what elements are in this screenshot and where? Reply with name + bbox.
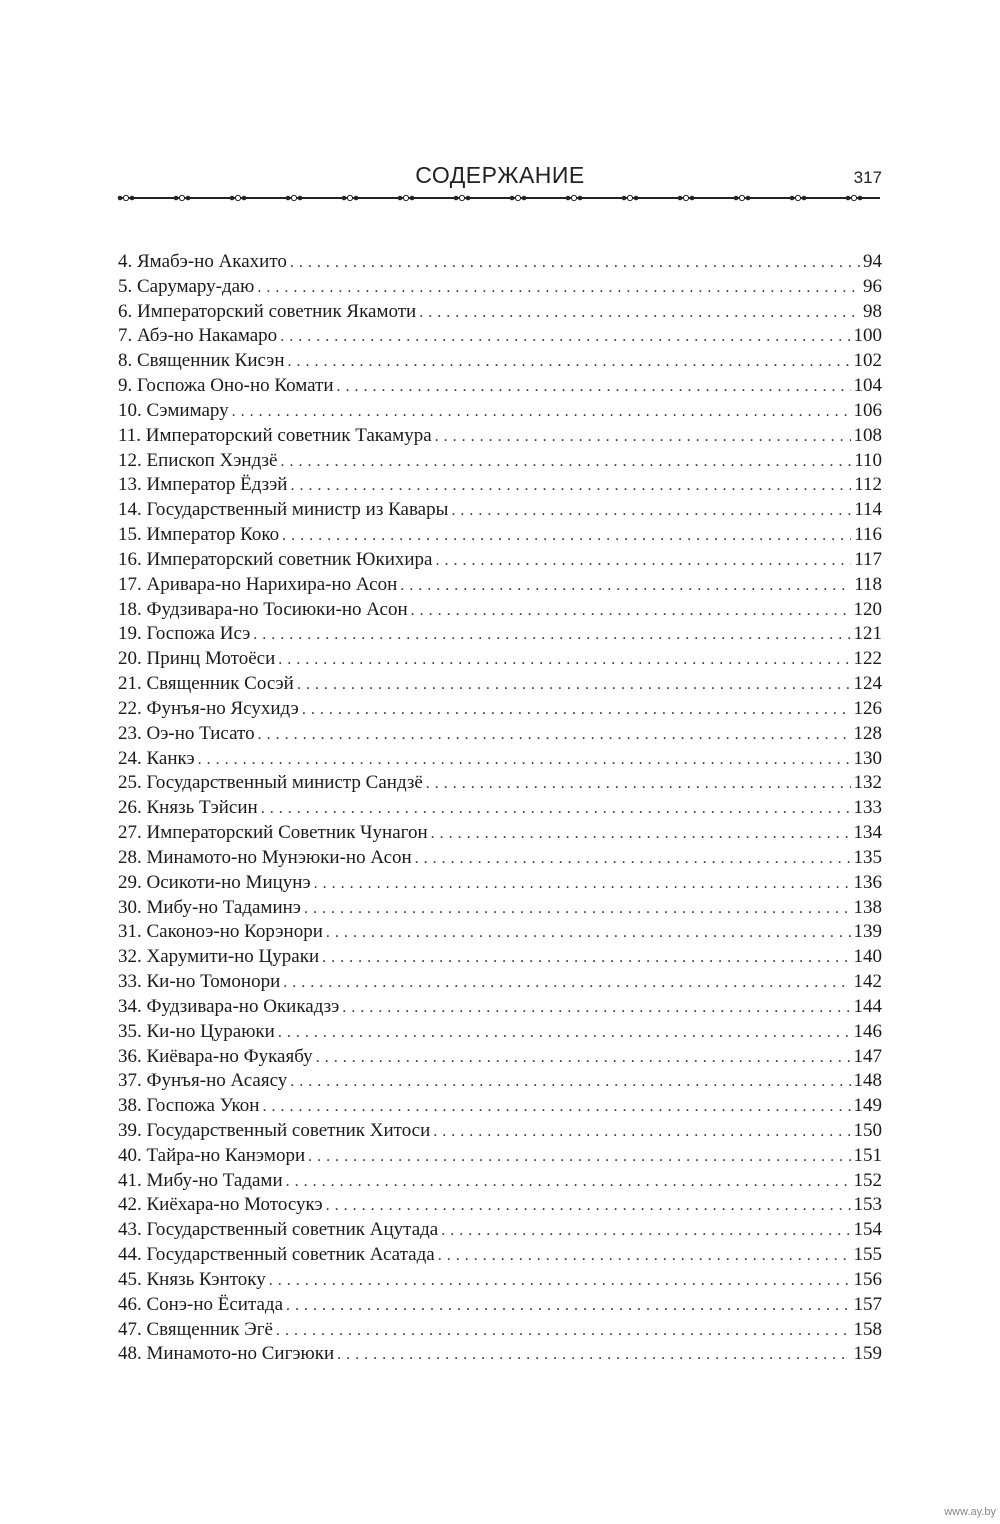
toc-dot-leader: [326, 921, 851, 946]
toc-dot-leader: [278, 648, 850, 673]
toc-entry-page: 158: [853, 1318, 882, 1340]
toc-entry-title: 45. Князь Кэнтоку: [118, 1268, 266, 1290]
toc-entry: [118, 449, 882, 474]
toc-entry: [118, 424, 882, 449]
toc-entry-title: 22. Фунъя-но Ясухидэ: [118, 697, 299, 719]
toc-entry-title: 8. Священник Кисэн: [118, 350, 285, 372]
toc-entry-page: 124: [853, 673, 882, 695]
toc-entry: [118, 473, 882, 498]
toc-entry-title: 31. Саконоэ-но Корэнори: [118, 921, 323, 943]
toc-entry-title: 33. Ки-но Томонори: [118, 971, 281, 993]
toc-entry: [118, 970, 882, 995]
toc-entry-page: 122: [853, 648, 882, 670]
toc-entry-page: 94: [863, 251, 882, 272]
toc-entry: [118, 1045, 882, 1070]
page-title: СОДЕРЖАНИЕ: [415, 162, 585, 188]
table-of-contents: [118, 250, 882, 1367]
toc-entry: [118, 523, 882, 548]
toc-entry-page: 142: [853, 971, 882, 993]
toc-entry: [118, 598, 882, 623]
toc-entry-title: 28. Минамото-но Мунэюки-но Асон: [118, 846, 412, 868]
toc-entry: [118, 349, 882, 374]
toc-entry: [118, 324, 882, 349]
toc-entry-page: 156: [853, 1268, 882, 1290]
toc-entry-title: 30. Мибу-но Тадаминэ: [118, 896, 301, 918]
toc-dot-leader: [302, 698, 851, 723]
toc-entry: [118, 1119, 882, 1144]
toc-entry-page: 96: [863, 275, 882, 297]
toc-entry-page: 133: [853, 797, 882, 819]
toc-dot-leader: [415, 847, 851, 872]
toc-entry-page: 120: [853, 598, 882, 620]
toc-entry-page: 136: [853, 871, 882, 893]
toc-dot-leader: [337, 1343, 850, 1368]
toc-entry: [118, 647, 882, 672]
toc-entry-page: 149: [853, 1095, 882, 1117]
toc-dot-leader: [297, 673, 851, 698]
toc-dot-leader: [261, 797, 851, 822]
toc-entry-title: 12. Епископ Хэндзё: [118, 449, 278, 471]
toc-entry-title: 42. Киёхара-но Мотосукэ: [118, 1194, 323, 1216]
toc-entry-page: 98: [863, 300, 882, 322]
toc-entry-title: 37. Фунъя-но Асаясу: [118, 1070, 288, 1092]
toc-dot-leader: [435, 425, 851, 450]
toc-entry-page: 104: [853, 375, 882, 397]
toc-entry-page: 146: [853, 1020, 882, 1042]
toc-dot-leader: [322, 946, 850, 971]
toc-entry-title: 34. Фудзивара-но Окикадзэ: [118, 995, 340, 1017]
toc-entry: [118, 672, 882, 697]
toc-entry-title: 35. Ки-но Цураюки: [118, 1020, 275, 1042]
toc-dot-leader: [282, 524, 851, 549]
toc-entry: [118, 1169, 882, 1194]
toc-entry-title: 48. Минамото-но Сигэюки: [118, 1343, 335, 1365]
toc-entry-title: 25. Государственный министр Сандзё: [118, 772, 423, 794]
toc-entry-page: 134: [853, 822, 882, 844]
toc-dot-leader: [280, 450, 851, 475]
decorative-rule-ornament: [116, 192, 884, 204]
toc-entry: [118, 1318, 882, 1343]
toc-dot-leader: [253, 623, 850, 648]
toc-entry-title: 16. Императорский советник Юкихира: [118, 548, 433, 570]
toc-entry-title: 4. Ямабэ-но Акахито: [118, 251, 287, 272]
toc-entry-title: 9. Госпожа Оно-но Комати: [118, 375, 334, 397]
toc-dot-leader: [290, 251, 860, 276]
toc-entry: [118, 250, 882, 275]
toc-entry: [118, 920, 882, 945]
toc-entry: [118, 573, 882, 598]
toc-entry: [118, 747, 882, 772]
toc-entry-title: 21. Священник Сосэй: [118, 673, 294, 695]
toc-dot-leader: [304, 897, 851, 922]
toc-entry: [118, 1293, 882, 1318]
toc-dot-leader: [451, 499, 851, 524]
toc-entry: [118, 995, 882, 1020]
toc-entry-title: 23. Оэ-но Тисато: [118, 722, 255, 744]
toc-dot-leader: [438, 1244, 851, 1269]
toc-dot-leader: [337, 375, 851, 400]
toc-entry: [118, 821, 882, 846]
toc-entry-page: 121: [853, 623, 882, 645]
toc-entry-page: 150: [853, 1119, 882, 1141]
toc-dot-leader: [288, 350, 851, 375]
toc-entry-page: 117: [854, 548, 882, 570]
toc-entry-title: 36. Киёвара-но Фукаябу: [118, 1045, 313, 1067]
toc-entry: [118, 871, 882, 896]
toc-entry-title: 14. Государственный министр из Кавары: [118, 499, 449, 521]
toc-entry: [118, 1094, 882, 1119]
toc-entry-page: 148: [853, 1070, 882, 1092]
toc-entry-title: 6. Императорский советник Якамоти: [118, 300, 417, 322]
toc-entry-title: 17. Аривара-но Нарихира-но Асон: [118, 573, 398, 595]
toc-entry: [118, 498, 882, 523]
toc-dot-leader: [342, 996, 850, 1021]
toc-entry: [118, 275, 882, 300]
toc-entry-title: 13. Император Ёдзэй: [118, 474, 288, 496]
toc-entry-title: 39. Государственный советник Хитоси: [118, 1119, 431, 1141]
toc-entry-page: 116: [854, 524, 882, 546]
toc-dot-leader: [286, 1294, 850, 1319]
toc-entry-page: 132: [853, 772, 882, 794]
toc-entry-page: 151: [853, 1144, 882, 1166]
toc-dot-leader: [400, 574, 851, 599]
toc-dot-leader: [257, 276, 860, 301]
toc-dot-leader: [290, 474, 851, 499]
toc-entry-title: 7. Абэ-но Накамаро: [118, 325, 278, 347]
toc-dot-leader: [431, 822, 851, 847]
toc-entry-title: 10. Сэмимару: [118, 399, 229, 421]
toc-dot-leader: [232, 400, 851, 425]
toc-dot-leader: [411, 599, 851, 624]
toc-dot-leader: [198, 748, 851, 773]
toc-entry-title: 40. Тайра-но Канэмори: [118, 1144, 306, 1166]
toc-dot-leader: [278, 1021, 851, 1046]
toc-entry-page: 114: [854, 499, 882, 521]
toc-entry-page: 106: [853, 399, 882, 421]
toc-entry-page: 152: [853, 1169, 882, 1191]
toc-entry-title: 26. Князь Тэйсин: [118, 797, 258, 819]
toc-entry-title: 27. Императорский Советник Чунагон: [118, 822, 428, 844]
toc-dot-leader: [262, 1095, 850, 1120]
toc-dot-leader: [314, 872, 851, 897]
toc-entry-page: 128: [853, 722, 882, 744]
toc-entry: [118, 374, 882, 399]
toc-entry: [118, 622, 882, 647]
toc-entry-page: 135: [853, 846, 882, 868]
toc-entry: [118, 796, 882, 821]
toc-entry-page: 140: [853, 946, 882, 968]
toc-entry-page: 153: [853, 1194, 882, 1216]
toc-entry: [118, 1342, 882, 1367]
toc-entry: [118, 1218, 882, 1243]
toc-entry: [118, 1069, 882, 1094]
toc-entry-page: 138: [853, 896, 882, 918]
toc-entry: [118, 548, 882, 573]
toc-entry: [118, 1020, 882, 1045]
toc-entry: [118, 300, 882, 325]
toc-dot-leader: [258, 723, 851, 748]
toc-entry: [118, 1144, 882, 1169]
toc-dot-leader: [269, 1269, 851, 1294]
toc-dot-leader: [280, 325, 850, 350]
page-number: 317: [853, 168, 882, 187]
toc-entry-page: 102: [853, 350, 882, 372]
toc-entry-title: 20. Принц Мотоёси: [118, 648, 276, 670]
toc-dot-leader: [426, 772, 851, 797]
toc-entry: [118, 945, 882, 970]
toc-entry: [118, 697, 882, 722]
toc-entry-title: 44. Государственный советник Асатада: [118, 1244, 435, 1266]
toc-entry-title: 43. Государственный советник Ацутада: [118, 1219, 439, 1241]
toc-entry-page: 130: [853, 747, 882, 769]
toc-entry-page: 100: [853, 325, 882, 347]
toc-entry: [118, 896, 882, 921]
toc-entry-page: 144: [853, 995, 882, 1017]
toc-entry-page: 154: [853, 1219, 882, 1241]
toc-entry: [118, 399, 882, 424]
toc-entry-title: 41. Мибу-но Тадами: [118, 1169, 283, 1191]
toc-entry: [118, 1193, 882, 1218]
toc-entry-page: 118: [854, 573, 882, 595]
toc-entry-page: 112: [854, 474, 882, 496]
toc-entry-title: 46. Сонэ-но Ёситада: [118, 1293, 284, 1315]
page-header: [116, 158, 884, 208]
toc-dot-leader: [316, 1046, 851, 1071]
toc-entry-title: 38. Госпожа Укон: [118, 1095, 260, 1117]
toc-entry: [118, 846, 882, 871]
watermark: www.ay.by: [944, 1506, 996, 1518]
toc-dot-leader: [308, 1145, 850, 1170]
toc-entry-title: 24. Канкэ: [118, 747, 195, 769]
toc-dot-leader: [435, 549, 851, 574]
toc-dot-leader: [433, 1120, 850, 1145]
toc-dot-leader: [290, 1070, 850, 1095]
toc-dot-leader: [419, 301, 860, 326]
toc-entry-page: 155: [853, 1244, 882, 1266]
toc-dot-leader: [326, 1194, 851, 1219]
toc-entry-page: 108: [853, 424, 882, 446]
toc-entry-page: 110: [854, 449, 882, 471]
toc-entry-title: 18. Фудзивара-но Тосиюки-но Асон: [118, 598, 408, 620]
toc-entry-page: 126: [853, 697, 882, 719]
toc-entry-title: 19. Госпожа Исэ: [118, 623, 251, 645]
toc-entry-title: 29. Осикоти-но Мицунэ: [118, 871, 311, 893]
toc-entry-page: 139: [853, 921, 882, 943]
toc-entry-title: 5. Сарумару-даю: [118, 275, 255, 297]
toc-dot-leader: [441, 1219, 850, 1244]
toc-entry: [118, 1268, 882, 1293]
toc-entry: [118, 1243, 882, 1268]
toc-entry: [118, 722, 882, 747]
toc-entry-title: 47. Священник Эгё: [118, 1318, 273, 1340]
toc-entry: [118, 771, 882, 796]
toc-entry-title: 15. Император Коко: [118, 524, 280, 546]
toc-dot-leader: [276, 1319, 851, 1344]
toc-entry-title: 32. Харумити-но Цураки: [118, 946, 320, 968]
toc-entry-page: 159: [853, 1343, 882, 1365]
toc-entry-page: 157: [853, 1293, 882, 1315]
toc-dot-leader: [286, 1170, 851, 1195]
toc-entry-title: 11. Императорский советник Такамура: [118, 424, 432, 446]
toc-entry-page: 147: [853, 1045, 882, 1067]
toc-dot-leader: [283, 971, 850, 996]
